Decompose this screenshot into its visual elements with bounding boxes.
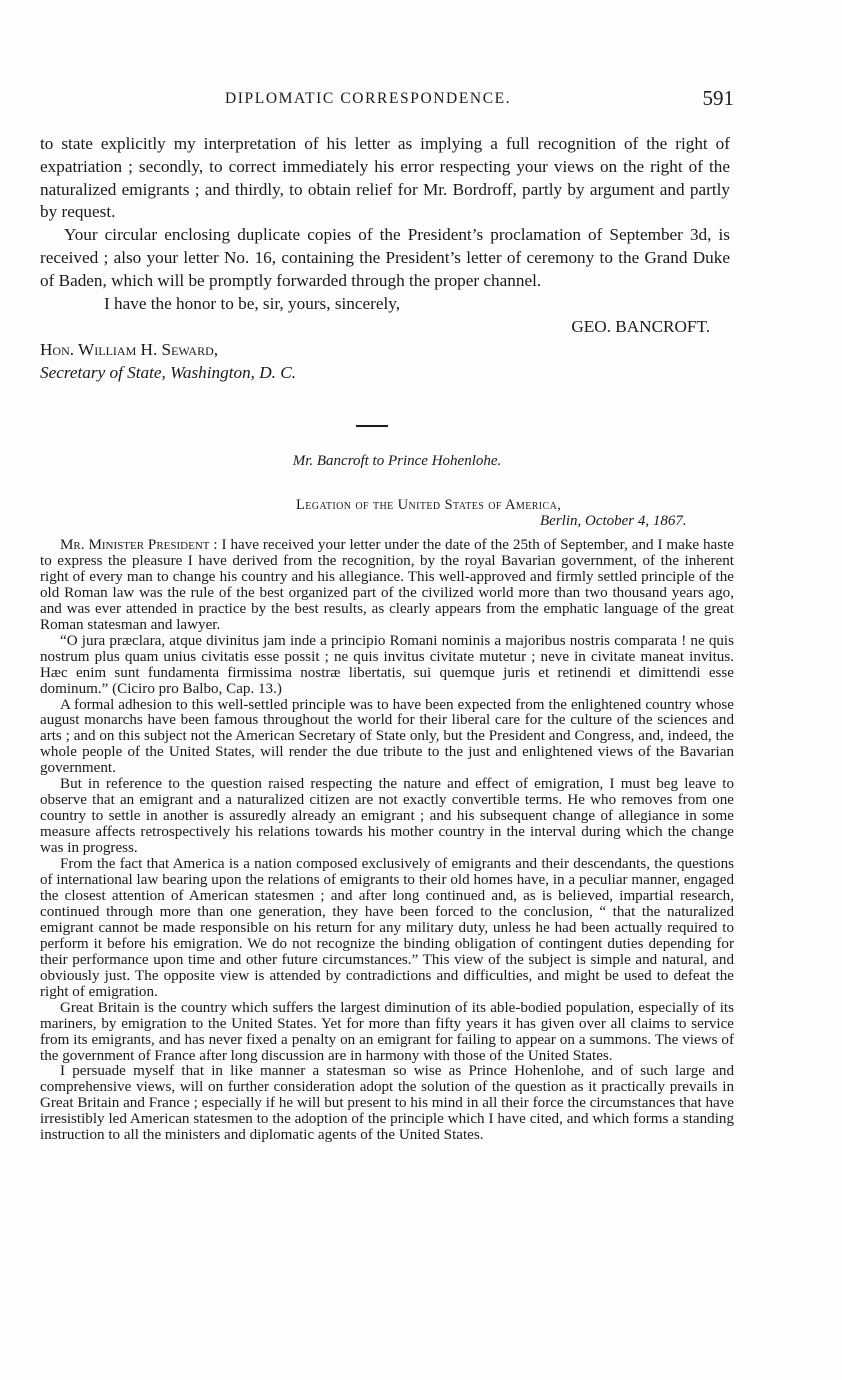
latin-quotation: “O jura præclara, atque divinitus jam inde a principio Romani nominis a majoribus nostris comparata ! ne quis nostrum plus quam unius civitatis esse possit ; ne quis invitus civitate mutetur ; neve in civitate maneat invitus. Hæc enim sunt fundamenta firmissima nostræ libertatis, sui quemque juris et retinendi et dimittendi esse dominum.” (Ciciro pro Balbo, Cap. 13.) — [40, 632, 734, 697]
continuation-paragraph: to state explicitly my interpretation of his letter as implying a full recognition of the right of expatriation ; secondly, to correct immediately his error respecting your views on the right of the naturalized emigrants ; and thirdly, to obtain relief for Mr. Bordroff, partly by argument and partly by request. — [40, 134, 730, 222]
previous-letter-continuation — [40, 133, 730, 385]
salutation: Mr. Minister President : — [60, 537, 218, 553]
dateline: Berlin, October 4, 1867. — [540, 513, 687, 529]
addressee-title: Secretary of State, Washington, D. C. — [40, 363, 297, 383]
letter-heading — [0, 453, 842, 470]
letter-paragraph-4: But in reference to the question raised respecting the nature and effect of emigration, I must beg leave to observe that an emigrant and a naturalized citizen are not exactly convertible terms. He who removes from one country to settle in another is assuredly already an emigrant ; and his subsequent change of allegiance in some measure affects retrospectively his relations towards his mother country in the interval during which the change was in progress. — [40, 776, 734, 857]
letter-body — [40, 538, 734, 1144]
running-title: DIPLOMATIC CORRESPONDENCE. — [225, 90, 512, 107]
signature: GEO. BANCROFT. — [571, 317, 710, 337]
letter-paragraph-3: A formal adhesion to this well-settled principle was to have been expected from the enlightened country whose august monarchs have been famous throughout the world for their liberal care for the culture of the sciences and arts ; and on this subject not the American Secretary of State only, but the President and Congress, and, indeed, the whole people of the United States, will render the due tribute to the just and enlightened views of the Bavarian government. — [40, 696, 734, 777]
letter-paragraph-5: From the fact that America is a nation composed exclusively of emigrants and their descendants, the questions of international law bearing upon the relations of emigrants to their old homes have, in a peculiar manner, engaged the closest attention of American statesmen ; and after long continued and, as is believed, impartial research, continued through more than one generation, they have been forced to the conclusion, “ that the naturalized emigrant cannot be made responsible on his return for any military duty, unless he had been actually required to perform it before his emigration. We do not recognize the binding obligation of contingent duties depending for their performance upon time and other future circumstances.” This view of the subject is simple and natural, and obviously just. The opposite view is attended by contradictions and difficulties, and might be used to defeat the right of emigration. — [40, 856, 734, 1000]
letter-paragraph-1 — [40, 538, 734, 634]
section-divider — [356, 425, 388, 427]
letter-heading-text: Mr. Bancroft to Prince Hohenlohe. — [292, 453, 502, 469]
addressee-name: Hon. William H. Seward, — [40, 340, 219, 360]
circular-paragraph: Your circular enclosing duplicate copies of the President’s proclamation of September 3d, is received ; also your letter No. 16, containing the President’s letter of ceremony to the Grand Duke of Baden, which will be promptly forwarded through the proper channel. — [40, 225, 730, 290]
page-number: 591 — [702, 86, 734, 110]
closing-line: I have the honor to be, sir, yours, sincerely, — [104, 293, 401, 313]
legation-line: Legation of the United States of America, — [296, 497, 562, 513]
paragraph-text: I have received your letter under the date of the 25th of September, and I make haste to express the pleasure I have derived from the recognition, by the royal Bavarian government, of the inherent right of every man to change his country and his allegiance. This well-approved and firmly settled principle of the old Roman law was the rule of the best organized part of the civilized world more than two thousand years ago, and was ever attended in practice by the best results, as clearly appears from the emphatic language of the great Roman statesman and lawyer. — [40, 537, 735, 633]
running-head — [40, 86, 734, 116]
letter-paragraph-7: I persuade myself that in like manner a statesman so wise as Prince Hohenlohe, and of such large and comprehensive views, will on further consideration adopt the solution of the question as it practically prevails in Great Britain and France ; especially if he will but present to his mind in all their force the circumstances that have irresistibly led American statesmen to the adoption of the principle which I have cited, and which forms a standing instruction to all the ministers and diplomatic agents of the United States. — [40, 1063, 734, 1144]
letter-paragraph-6: Great Britain is the country which suffers the largest diminution of its able-bodied population, especially of its mariners, by emigration to the United States. Yet for more than fifty years it has given over all claims to service from its emigrants, and has never fixed a penalty on an emigrant for failing to appear on a summons. The views of the government of France after long discussion are in harmony with those of the United States. — [40, 999, 734, 1064]
